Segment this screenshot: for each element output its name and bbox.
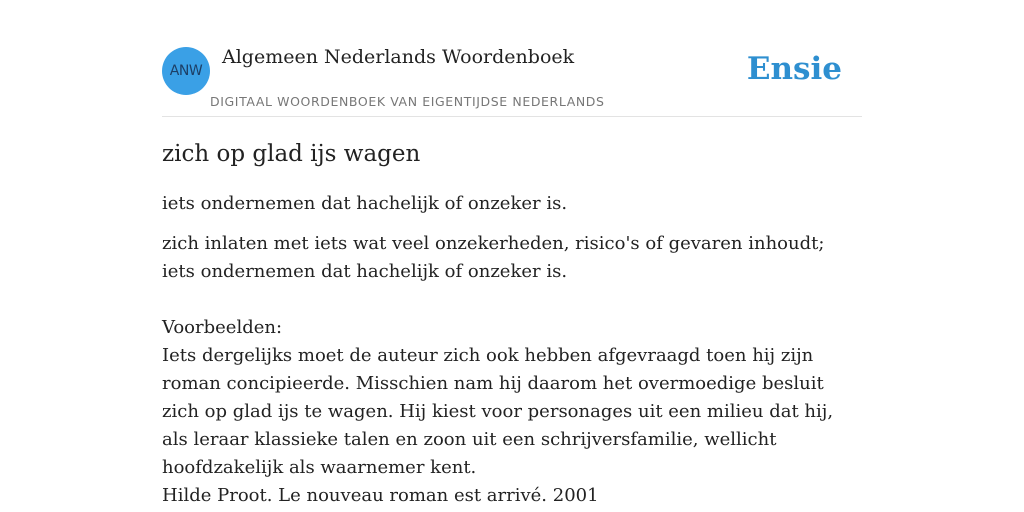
entry-definition: iets ondernemen dat hachelijk of onzeker is. — [162, 193, 568, 214]
entry-description: zich inlaten met iets wat veel onzekerheden, risico's of gevaren inhoudt; iets ondernemen dat hachelijk of onzeker is. — [162, 233, 825, 282]
examples-section — [162, 314, 862, 510]
site-subtitle: DIGITAAL WOORDENBOEK VAN EIGENTIJDSE NEDERLANDS — [210, 94, 605, 109]
logo-text: ANW — [169, 63, 203, 79]
example-text: Iets dergelijks moet de auteur zich ook hebben afgevraagd toen hij zijn roman concipieerde. Misschien nam hij daarom het overmoedige besluit zich op glad ijs te wagen. Hij kiest voor personages uit een milieu dat hij, als leraar klassieke talen en zoon uit een schrijversfamilie, wellicht hoofdzakelijk als waarnemer kent. — [162, 345, 834, 478]
entry-title: zich op glad ijs wagen — [162, 141, 421, 167]
site-header — [162, 40, 862, 117]
site-title[interactable]: Algemeen Nederlands Woordenboek — [222, 46, 575, 68]
example-source: Hilde Proot. Le nouveau roman est arrivé. 2001 — [162, 485, 599, 506]
entry-content — [162, 138, 862, 510]
ensie-brand-logo[interactable]: Ensie — [746, 51, 842, 87]
anw-logo[interactable] — [162, 47, 210, 95]
examples-label: Voorbeelden: — [162, 317, 283, 338]
